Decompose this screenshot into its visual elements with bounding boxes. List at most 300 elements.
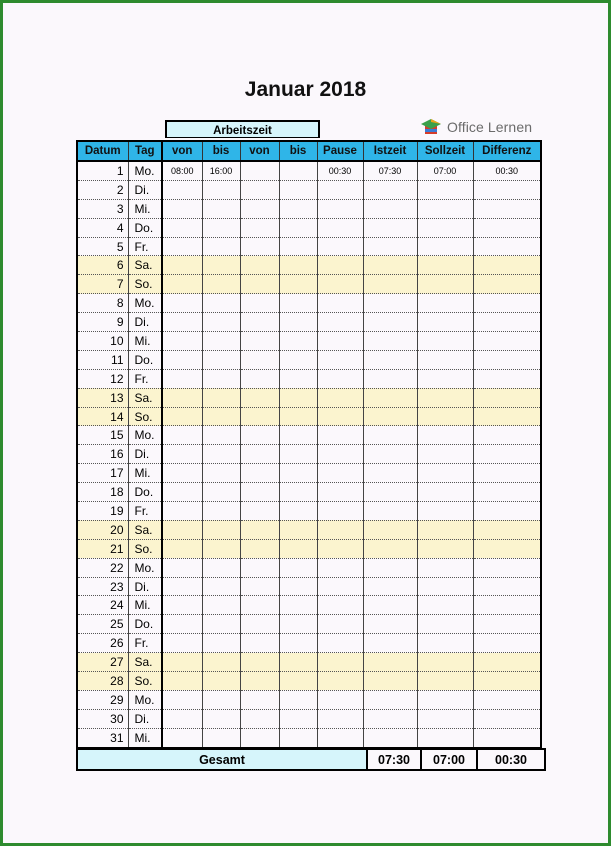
bis-2-cell[interactable] [279, 728, 317, 747]
pause-cell[interactable] [317, 558, 363, 577]
sollzeit-cell[interactable] [417, 294, 473, 313]
differenz-cell[interactable] [473, 294, 541, 313]
von-2-cell[interactable] [240, 502, 279, 521]
pause-cell[interactable] [317, 728, 363, 747]
istzeit-cell[interactable] [363, 728, 417, 747]
sollzeit-cell[interactable] [417, 690, 473, 709]
tag-cell: Di. [128, 445, 162, 464]
datum-cell: 20 [77, 520, 128, 539]
sollzeit-cell[interactable] [417, 218, 473, 237]
bis-1-cell[interactable] [202, 539, 240, 558]
bis-1-cell[interactable] [202, 275, 240, 294]
bis-1-cell[interactable] [202, 388, 240, 407]
table-row [77, 502, 541, 521]
bis-2-cell[interactable] [279, 218, 317, 237]
von-2-cell[interactable] [240, 180, 279, 199]
sollzeit-cell[interactable] [417, 615, 473, 634]
bis-2-cell[interactable] [279, 596, 317, 615]
von-1-cell[interactable] [162, 426, 202, 445]
istzeit-cell[interactable] [363, 180, 417, 199]
datum-cell: 9 [77, 313, 128, 332]
istzeit-cell[interactable] [363, 388, 417, 407]
datum-cell: 16 [77, 445, 128, 464]
bis-2-cell[interactable] [279, 558, 317, 577]
datum-cell: 2 [77, 180, 128, 199]
bis-1-cell[interactable] [202, 445, 240, 464]
von-1-cell[interactable] [162, 690, 202, 709]
istzeit-cell[interactable] [363, 539, 417, 558]
von-2-cell[interactable] [240, 464, 279, 483]
bis-2-cell[interactable] [279, 464, 317, 483]
von-2-cell[interactable] [240, 256, 279, 275]
von-2-cell[interactable] [240, 445, 279, 464]
von-1-cell[interactable] [162, 369, 202, 388]
von-1-cell[interactable] [162, 634, 202, 653]
von-2-cell[interactable] [240, 237, 279, 256]
sollzeit-cell[interactable] [417, 483, 473, 502]
bis-2-cell[interactable] [279, 161, 317, 180]
sollzeit-cell[interactable] [417, 199, 473, 218]
istzeit-cell[interactable] [363, 709, 417, 728]
pause-cell[interactable] [317, 502, 363, 521]
datum-cell: 18 [77, 483, 128, 502]
datum-cell: 30 [77, 709, 128, 728]
tag-cell: Mi. [128, 728, 162, 747]
sollzeit-cell[interactable] [417, 180, 473, 199]
bis-1-cell[interactable] [202, 728, 240, 747]
bis-2-cell[interactable] [279, 634, 317, 653]
differenz-cell[interactable] [473, 464, 541, 483]
sollzeit-cell[interactable] [417, 369, 473, 388]
bis-1-cell[interactable] [202, 577, 240, 596]
bis-1-cell[interactable] [202, 558, 240, 577]
differenz-cell[interactable] [473, 653, 541, 672]
von-1-cell[interactable] [162, 350, 202, 369]
pause-cell[interactable] [317, 369, 363, 388]
col-pause: Pause [317, 141, 363, 161]
col-istzeit: Istzeit [363, 141, 417, 161]
sollzeit-cell[interactable] [417, 275, 473, 294]
von-2-cell[interactable] [240, 615, 279, 634]
sollzeit-cell[interactable] [417, 464, 473, 483]
pause-cell[interactable] [317, 483, 363, 502]
istzeit-cell[interactable] [363, 690, 417, 709]
bis-1-cell[interactable] [202, 218, 240, 237]
table-row [77, 388, 541, 407]
arbeitszeit-header: Arbeitszeit [165, 120, 320, 138]
pause-cell[interactable] [317, 653, 363, 672]
bis-2-cell[interactable] [279, 369, 317, 388]
differenz-cell[interactable] [473, 369, 541, 388]
bis-1-cell[interactable] [202, 426, 240, 445]
differenz-cell[interactable] [473, 709, 541, 728]
pause-cell[interactable] [317, 218, 363, 237]
table-row [77, 634, 541, 653]
differenz-cell[interactable] [473, 218, 541, 237]
bis-2-cell[interactable] [279, 407, 317, 426]
bis-2-cell[interactable] [279, 388, 317, 407]
istzeit-cell[interactable]: 07:30 [363, 161, 417, 180]
page-title: Januar 2018 [244, 78, 367, 101]
sollzeit-cell[interactable] [417, 407, 473, 426]
bis-1-cell[interactable] [202, 502, 240, 521]
von-2-cell[interactable] [240, 520, 279, 539]
pause-cell[interactable] [317, 199, 363, 218]
pause-cell[interactable] [317, 615, 363, 634]
col-datum: Datum [77, 141, 128, 161]
tag-cell: Sa. [128, 653, 162, 672]
istzeit-cell[interactable] [363, 313, 417, 332]
bis-2-cell[interactable] [279, 313, 317, 332]
bis-1-cell[interactable] [202, 520, 240, 539]
istzeit-cell[interactable] [363, 634, 417, 653]
sollzeit-cell[interactable] [417, 237, 473, 256]
table-row [77, 294, 541, 313]
table-row [77, 237, 541, 256]
sollzeit-cell[interactable] [417, 502, 473, 521]
von-2-cell[interactable] [240, 388, 279, 407]
pause-cell[interactable] [317, 464, 363, 483]
von-2-cell[interactable] [240, 709, 279, 728]
col-bis-2: bis [279, 141, 317, 161]
tag-cell: Do. [128, 615, 162, 634]
von-2-cell[interactable] [240, 653, 279, 672]
istzeit-cell[interactable] [363, 426, 417, 445]
sollzeit-cell[interactable] [417, 728, 473, 747]
differenz-cell[interactable] [473, 407, 541, 426]
istzeit-cell[interactable] [363, 502, 417, 521]
pause-cell[interactable] [317, 407, 363, 426]
col-von-1: von [162, 141, 202, 161]
differenz-cell[interactable] [473, 237, 541, 256]
bis-1-cell[interactable] [202, 596, 240, 615]
sollzeit-cell[interactable] [417, 426, 473, 445]
istzeit-cell[interactable] [363, 256, 417, 275]
differenz-cell[interactable] [473, 502, 541, 521]
bis-2-cell[interactable] [279, 237, 317, 256]
sollzeit-cell[interactable] [417, 577, 473, 596]
datum-cell: 22 [77, 558, 128, 577]
sollzeit-cell[interactable] [417, 520, 473, 539]
von-1-cell[interactable] [162, 294, 202, 313]
pause-cell[interactable] [317, 596, 363, 615]
datum-cell: 1 [77, 161, 128, 180]
istzeit-cell[interactable] [363, 332, 417, 351]
pause-cell[interactable] [317, 388, 363, 407]
total-sollzeit: 07:00 [421, 749, 477, 770]
bis-1-cell[interactable] [202, 407, 240, 426]
bis-2-cell[interactable] [279, 256, 317, 275]
differenz-cell[interactable] [473, 690, 541, 709]
bis-2-cell[interactable] [279, 520, 317, 539]
bis-2-cell[interactable] [279, 180, 317, 199]
differenz-cell[interactable] [473, 728, 541, 747]
istzeit-cell[interactable] [363, 672, 417, 691]
pause-cell[interactable] [317, 332, 363, 351]
differenz-cell[interactable] [473, 596, 541, 615]
istzeit-cell[interactable] [363, 445, 417, 464]
datum-cell: 25 [77, 615, 128, 634]
von-2-cell[interactable] [240, 483, 279, 502]
von-2-cell[interactable] [240, 218, 279, 237]
istzeit-cell[interactable] [363, 577, 417, 596]
sollzeit-cell[interactable] [417, 313, 473, 332]
pause-cell[interactable] [317, 294, 363, 313]
istzeit-cell[interactable] [363, 520, 417, 539]
tag-cell: Fr. [128, 369, 162, 388]
von-1-cell[interactable] [162, 502, 202, 521]
differenz-cell[interactable] [473, 615, 541, 634]
bis-1-cell[interactable] [202, 464, 240, 483]
bis-2-cell[interactable] [279, 483, 317, 502]
von-2-cell[interactable] [240, 161, 279, 180]
sollzeit-cell[interactable] [417, 539, 473, 558]
von-1-cell[interactable] [162, 218, 202, 237]
von-2-cell[interactable] [240, 690, 279, 709]
von-2-cell[interactable] [240, 199, 279, 218]
tag-cell: Mi. [128, 332, 162, 351]
sollzeit-cell[interactable] [417, 445, 473, 464]
von-1-cell[interactable] [162, 596, 202, 615]
von-1-cell[interactable] [162, 520, 202, 539]
von-2-cell[interactable] [240, 596, 279, 615]
datum-cell: 23 [77, 577, 128, 596]
von-1-cell[interactable] [162, 615, 202, 634]
table-row [77, 520, 541, 539]
von-1-cell[interactable] [162, 577, 202, 596]
pause-cell[interactable] [317, 539, 363, 558]
pause-cell[interactable] [317, 672, 363, 691]
von-2-cell[interactable] [240, 332, 279, 351]
istzeit-cell[interactable] [363, 483, 417, 502]
bis-1-cell[interactable] [202, 672, 240, 691]
bis-2-cell[interactable] [279, 294, 317, 313]
pause-cell[interactable] [317, 577, 363, 596]
bis-1-cell[interactable] [202, 653, 240, 672]
sollzeit-cell[interactable] [417, 634, 473, 653]
sollzeit-cell[interactable] [417, 256, 473, 275]
istzeit-cell[interactable] [363, 653, 417, 672]
istzeit-cell[interactable] [363, 407, 417, 426]
sollzeit-cell[interactable]: 07:00 [417, 161, 473, 180]
von-1-cell[interactable] [162, 275, 202, 294]
bis-1-cell[interactable] [202, 350, 240, 369]
von-1-cell[interactable] [162, 313, 202, 332]
pause-cell[interactable] [317, 180, 363, 199]
bis-2-cell[interactable] [279, 426, 317, 445]
bis-1-cell[interactable] [202, 690, 240, 709]
von-1-cell[interactable] [162, 332, 202, 351]
tag-cell: Mi. [128, 199, 162, 218]
von-2-cell[interactable] [240, 634, 279, 653]
differenz-cell[interactable] [473, 350, 541, 369]
pause-cell[interactable] [317, 275, 363, 294]
istzeit-cell[interactable] [363, 218, 417, 237]
differenz-cell[interactable] [473, 445, 541, 464]
bis-1-cell[interactable] [202, 237, 240, 256]
pause-cell[interactable] [317, 256, 363, 275]
von-1-cell[interactable] [162, 558, 202, 577]
pause-cell[interactable] [317, 445, 363, 464]
datum-cell: 6 [77, 256, 128, 275]
differenz-cell[interactable]: 00:30 [473, 161, 541, 180]
bis-2-cell[interactable] [279, 275, 317, 294]
differenz-cell[interactable] [473, 558, 541, 577]
bis-2-cell[interactable] [279, 445, 317, 464]
table-row [77, 615, 541, 634]
von-2-cell[interactable] [240, 728, 279, 747]
von-1-cell[interactable] [162, 256, 202, 275]
bis-2-cell[interactable] [279, 502, 317, 521]
von-1-cell[interactable] [162, 709, 202, 728]
bis-2-cell[interactable] [279, 709, 317, 728]
differenz-cell[interactable] [473, 199, 541, 218]
pause-cell[interactable]: 00:30 [317, 161, 363, 180]
istzeit-cell[interactable] [363, 350, 417, 369]
von-2-cell[interactable] [240, 407, 279, 426]
bis-1-cell[interactable] [202, 483, 240, 502]
bis-1-cell[interactable] [202, 332, 240, 351]
von-1-cell[interactable] [162, 483, 202, 502]
table-row [77, 728, 541, 747]
bis-1-cell[interactable] [202, 180, 240, 199]
sollzeit-cell[interactable] [417, 672, 473, 691]
bis-1-cell[interactable] [202, 294, 240, 313]
table-row [77, 577, 541, 596]
tag-cell: Mi. [128, 596, 162, 615]
von-2-cell[interactable] [240, 294, 279, 313]
sollzeit-cell[interactable] [417, 558, 473, 577]
pause-cell[interactable] [317, 709, 363, 728]
von-1-cell[interactable] [162, 728, 202, 747]
von-1-cell[interactable] [162, 653, 202, 672]
von-2-cell[interactable] [240, 558, 279, 577]
von-2-cell[interactable] [240, 539, 279, 558]
von-2-cell[interactable] [240, 672, 279, 691]
von-1-cell[interactable] [162, 180, 202, 199]
bis-1-cell[interactable] [202, 313, 240, 332]
header-row [77, 141, 541, 161]
sollzeit-cell[interactable] [417, 653, 473, 672]
bis-2-cell[interactable] [279, 577, 317, 596]
differenz-cell[interactable] [473, 539, 541, 558]
istzeit-cell[interactable] [363, 558, 417, 577]
von-1-cell[interactable] [162, 199, 202, 218]
sollzeit-cell[interactable] [417, 350, 473, 369]
istzeit-cell[interactable] [363, 369, 417, 388]
bis-2-cell[interactable] [279, 539, 317, 558]
pause-cell[interactable] [317, 690, 363, 709]
bis-1-cell[interactable] [202, 199, 240, 218]
differenz-cell[interactable] [473, 426, 541, 445]
von-1-cell[interactable] [162, 672, 202, 691]
pause-cell[interactable] [317, 634, 363, 653]
istzeit-cell[interactable] [363, 464, 417, 483]
differenz-cell[interactable] [473, 332, 541, 351]
table-row [77, 218, 541, 237]
datum-cell: 15 [77, 426, 128, 445]
timesheet-table [76, 140, 542, 749]
von-1-cell[interactable] [162, 407, 202, 426]
von-2-cell[interactable] [240, 275, 279, 294]
bis-1-cell[interactable] [202, 369, 240, 388]
bis-2-cell[interactable] [279, 332, 317, 351]
sollzeit-cell[interactable] [417, 388, 473, 407]
table-row [77, 690, 541, 709]
pause-cell[interactable] [317, 426, 363, 445]
bis-1-cell[interactable] [202, 615, 240, 634]
von-2-cell[interactable] [240, 313, 279, 332]
differenz-cell[interactable] [473, 634, 541, 653]
bis-1-cell[interactable] [202, 634, 240, 653]
istzeit-cell[interactable] [363, 237, 417, 256]
von-1-cell[interactable] [162, 445, 202, 464]
tag-cell: Sa. [128, 520, 162, 539]
bis-1-cell[interactable] [202, 256, 240, 275]
differenz-cell[interactable] [473, 520, 541, 539]
von-2-cell[interactable] [240, 350, 279, 369]
istzeit-cell[interactable] [363, 294, 417, 313]
pause-cell[interactable] [317, 350, 363, 369]
table-row [77, 161, 541, 180]
von-2-cell[interactable] [240, 369, 279, 388]
differenz-cell[interactable] [473, 180, 541, 199]
datum-cell: 8 [77, 294, 128, 313]
istzeit-cell[interactable] [363, 275, 417, 294]
differenz-cell[interactable] [473, 483, 541, 502]
pause-cell[interactable] [317, 237, 363, 256]
datum-cell: 27 [77, 653, 128, 672]
pause-cell[interactable] [317, 520, 363, 539]
tag-cell: Mi. [128, 464, 162, 483]
table-row [77, 653, 541, 672]
von-2-cell[interactable] [240, 577, 279, 596]
sollzeit-cell[interactable] [417, 596, 473, 615]
bis-1-cell[interactable] [202, 709, 240, 728]
bis-2-cell[interactable] [279, 615, 317, 634]
differenz-cell[interactable] [473, 672, 541, 691]
differenz-cell[interactable] [473, 256, 541, 275]
bis-2-cell[interactable] [279, 350, 317, 369]
sollzeit-cell[interactable] [417, 709, 473, 728]
bis-2-cell[interactable] [279, 690, 317, 709]
tag-cell: Sa. [128, 256, 162, 275]
istzeit-cell[interactable] [363, 199, 417, 218]
tag-cell: So. [128, 672, 162, 691]
logo [420, 117, 532, 137]
differenz-cell[interactable] [473, 313, 541, 332]
bis-2-cell[interactable] [279, 653, 317, 672]
istzeit-cell[interactable] [363, 615, 417, 634]
von-1-cell[interactable] [162, 464, 202, 483]
von-1-cell[interactable]: 08:00 [162, 161, 202, 180]
differenz-cell[interactable] [473, 275, 541, 294]
differenz-cell[interactable] [473, 577, 541, 596]
bis-2-cell[interactable] [279, 199, 317, 218]
tag-cell: So. [128, 407, 162, 426]
bis-1-cell[interactable]: 16:00 [202, 161, 240, 180]
sollzeit-cell[interactable] [417, 332, 473, 351]
pause-cell[interactable] [317, 313, 363, 332]
bis-2-cell[interactable] [279, 672, 317, 691]
table-row [77, 426, 541, 445]
von-1-cell[interactable] [162, 388, 202, 407]
istzeit-cell[interactable] [363, 596, 417, 615]
von-2-cell[interactable] [240, 426, 279, 445]
differenz-cell[interactable] [473, 388, 541, 407]
von-1-cell[interactable] [162, 237, 202, 256]
von-1-cell[interactable] [162, 539, 202, 558]
